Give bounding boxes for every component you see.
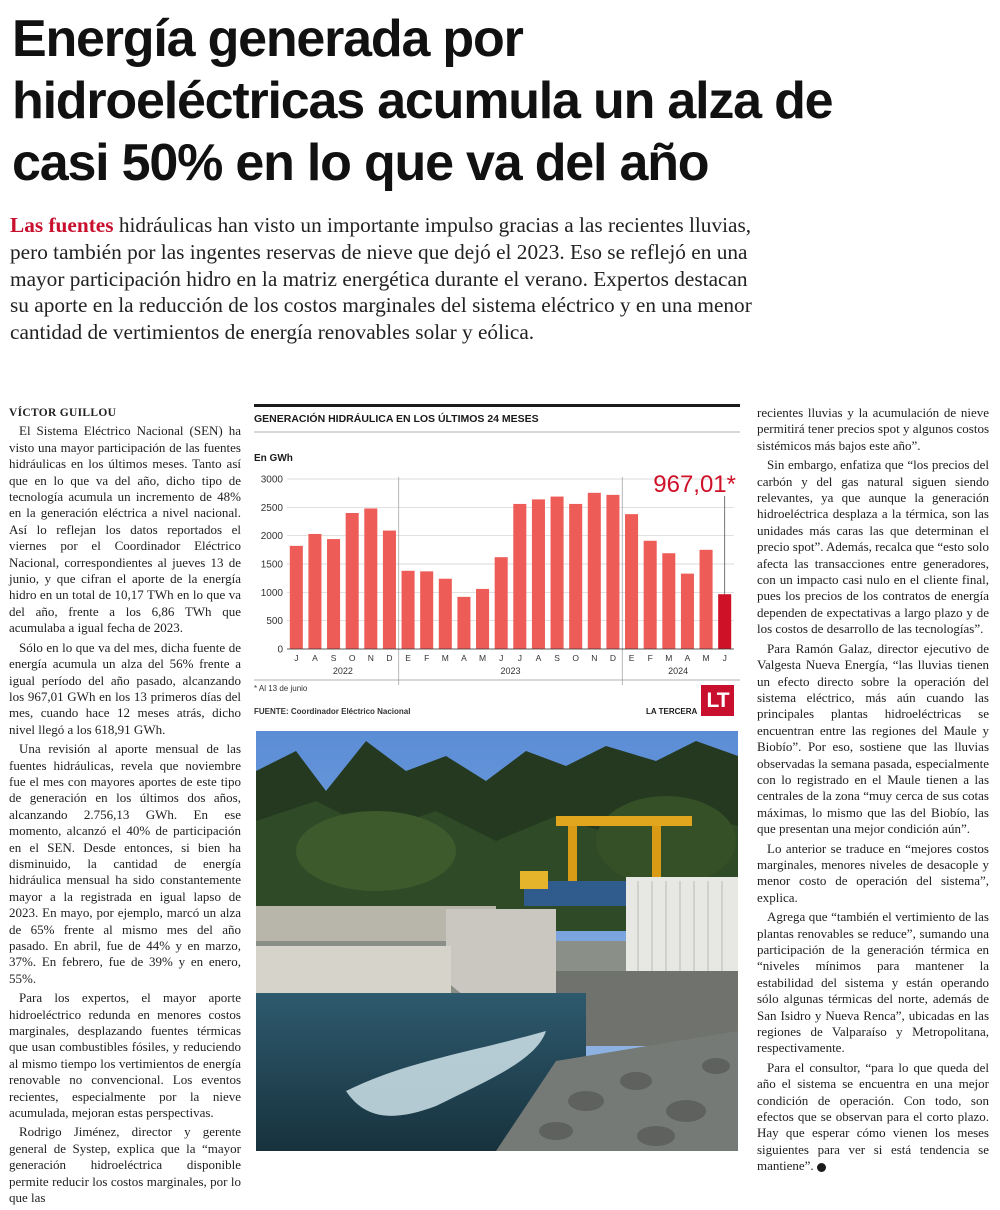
y-tick-label: 0 <box>277 644 283 656</box>
y-tick-label: 2000 <box>260 531 283 543</box>
bar <box>588 493 601 649</box>
x-tick-label: D <box>386 653 393 663</box>
bar <box>439 579 452 649</box>
bar <box>327 539 340 649</box>
bar <box>364 508 377 649</box>
y-tick-label: 500 <box>266 616 283 628</box>
tree-cluster <box>596 796 736 886</box>
x-tick-label: A <box>684 653 691 663</box>
bar <box>625 514 638 649</box>
bar <box>420 571 433 649</box>
paragraph: El Sistema Eléctrico Nacional (SEN) ha visto una mayor participación de las fuentes hidráulicas en los últimos meses. Tanto así que en lo que va del año, dicho tipo de tecnología acumula un incremento de 48% en la generación eléctrica a nivel nacional. Así lo reflejan los datos reportados el viernes por el Coordinador Eléctrico Nacional, correspondientes al jueves 13 de junio, y que cifran el aporte de la energía hidro en un total de 10,17 TWh en lo que va del año, frente a los 6,86 TWh que acumulaba a igual fecha de 2023. <box>9 423 241 636</box>
chart-canvas <box>254 404 740 720</box>
lead-line: cantidad de vertimientos de energía renovables solar y eólica. <box>10 320 535 345</box>
y-axis-label: En GWh <box>254 453 293 464</box>
lead-paragraph <box>10 212 1000 346</box>
safety-railing <box>520 871 548 889</box>
x-tick-label: O <box>572 653 579 663</box>
bar <box>700 550 713 649</box>
x-tick-label: A <box>461 653 467 663</box>
byline: VÍCTOR GUILLOU <box>9 407 117 419</box>
paragraph: Lo anterior se traduce en “mejores costos marginales, menores niveles de desacople y menor costo de operación del sistema”, explica. <box>757 840 989 905</box>
x-tick-label: A <box>535 653 542 663</box>
x-tick-label: E <box>405 653 411 663</box>
bar <box>662 553 675 649</box>
x-tick-label: N <box>367 653 374 663</box>
bar <box>569 504 582 649</box>
bar <box>476 589 489 649</box>
article-column-left <box>9 405 241 1210</box>
x-tick-label: J <box>499 653 504 663</box>
y-tick-label: 2500 <box>260 502 283 514</box>
paragraph: Sin embargo, enfatiza que “los precios del carbón y del gas natural siguen siendo relevantes, ya que aunque la generación hidroeléctrica desplaza a la térmica, son las unidades más caras las que determinan el precio spot”. Además, recalca que “esto solo afecta las transacciones entre generadores, con un impacto casi nulo en el cliente final, pues los precios de los contratos de energía dependen de expectativas a largo plazo y de los costos de desarrollo de las tecnologías”. <box>757 457 989 637</box>
chart-source: FUENTE: Coordinador Eléctrico Nacional <box>254 707 411 716</box>
lead-line: su aporte en la reducción de los costos marginales del sistema eléctrico y en una menor <box>10 293 752 318</box>
final-paragraph <box>757 1060 989 1175</box>
gantry-crane-leg <box>568 826 577 886</box>
headline-line: Energía generada por <box>12 10 523 68</box>
x-tick-label: N <box>591 653 598 663</box>
bar <box>308 534 321 649</box>
chart-footnote: * Al 13 de junio <box>254 684 308 693</box>
x-tick-label: M <box>702 653 710 663</box>
x-tick-label: D <box>609 653 617 663</box>
bar <box>551 497 564 649</box>
headline <box>12 8 972 194</box>
x-tick-label: F <box>424 653 430 663</box>
x-tick-label: S <box>554 653 560 663</box>
x-tick-label: J <box>294 653 299 663</box>
bar <box>644 541 657 649</box>
hydro-generation-chart <box>254 404 740 720</box>
lt-logo: LT <box>701 685 734 716</box>
bar <box>681 574 694 649</box>
x-tick-label: O <box>348 653 356 663</box>
x-tick-label: M <box>665 653 673 663</box>
year-label: 2022 <box>332 666 353 676</box>
lead-line-text: hidráulicas han visto un importante impulso gracias a las recientes lluvias, <box>113 213 752 237</box>
headline-line: hidroeléctricas acumula un alza de <box>12 72 833 130</box>
article-end-icon <box>817 1163 826 1172</box>
x-tick-label: F <box>647 653 653 663</box>
year-label: 2023 <box>500 666 521 676</box>
hydro-plant-illustration <box>256 731 738 1151</box>
bar <box>606 495 619 649</box>
hydro-plant-photo <box>256 731 738 1151</box>
paragraph: Para los expertos, el mayor aporte hidroeléctrico redunda en menores costos marginales, desplazando fuentes térmicas que usan combustibles fósiles, y reduciendo al mismo tiempo los vertimientos de energía renovable no convencional. Los eventos recientes, especialmente por la nieve acumulada, mejoran estas perspectivas. <box>9 990 241 1121</box>
x-tick-label: M <box>479 653 487 663</box>
x-tick-label: S <box>330 653 337 663</box>
lead-kicker: Las fuentes <box>10 213 114 237</box>
bar <box>718 594 731 649</box>
chart-top-rule <box>254 404 740 407</box>
chart-title: GENERACIÓN HIDRÁULICA EN LOS ÚLTIMOS 24 MESES <box>254 413 539 425</box>
tree-cluster <box>296 811 456 891</box>
chart-publisher: LA TERCERA <box>646 707 698 716</box>
lead-line <box>10 212 1000 239</box>
y-tick-label: 3000 <box>260 474 283 486</box>
paragraph: Rodrigo Jiménez, director y gerente general de Systep, explica que la “mayor generación hidroeléctrica disponible permite reducir los costos marginales, por lo que las <box>9 1124 241 1206</box>
x-tick-label: E <box>628 653 635 663</box>
lead-line: pero también por las ingentes reservas de nieve que dejó el 2023. Eso se reflejó en una <box>10 239 748 264</box>
powerhouse-building <box>626 877 738 972</box>
paragraph: Una revisión al aporte mensual de las fuentes hidráulicas, revela que noviembre fue el mes con mayores aportes de este tipo de generación en los últimos dos años, alcanzando 2.756,13 GWh. En ese momento, alcanzó el 40% de participación en el SEN. Desde entonces, si bien ha disminuido, la cantidad de energía hidráulica mensual ha sido constantemente mayor a la registrada en igual lapso de 2023. En mayo, por ejemplo, marcó un alza de 65% frente al mismo mes del año pasado. En abril, fue de 44% y en marzo, 37%. En febrero, fue de 39% y en enero, 55%. <box>9 741 241 986</box>
x-tick-label: J <box>722 653 727 663</box>
bar <box>383 531 396 649</box>
highlight-value-label: 967,01* <box>653 471 736 498</box>
y-tick-label: 1500 <box>260 559 283 571</box>
x-tick-label: A <box>312 653 318 663</box>
lead-line: mayor participación hidro en la matriz energética durante el verano. Expertos destacan <box>10 266 748 291</box>
paragraph-text: Para el consultor, “para lo que queda del año el sistema se encuentra en una mejor condición de operación. Con todo, son efectos que se observan para el corto plazo. Hay que esperar cómo vienen los meses siguientes para ver si está tendencia se mantiene”. <box>757 1059 989 1174</box>
paragraph: Agrega que “también el vertimiento de las plantas renovables se reduce”, sumando una participación de la generación térmica en “niveles mínimos para mantener la estabilidad del sistema y están operando sólo algunas térmicas del norte, además de San Isidro y Nueva Renca”, ubicadas en las regiones de Valparaíso y Metropolitana, respectivamente. <box>757 909 989 1056</box>
bar <box>532 499 545 649</box>
bar <box>513 504 526 649</box>
bar <box>495 557 508 649</box>
headline-line: casi 50% en lo que va del año <box>12 134 709 192</box>
paragraph: recientes lluvias y la acumulación de nieve permitirá tener precios spot y algunos costos sistémicos más bajos este año”. <box>757 405 989 453</box>
concrete-spillway <box>256 946 451 996</box>
gantry-crane-beam <box>556 816 692 826</box>
bar <box>290 546 303 649</box>
bar <box>457 597 470 649</box>
paragraph: Sólo en lo que va del mes, dicha fuente de energía acumula un alza del 56% frente a igual período del año pasado, alcanzando los 967,01 GWh en los 13 primeros días del mes, cuando hace 12 meses atrás, dicho nivel llegó a los 618,91 GWh. <box>9 639 241 737</box>
article-column-right <box>757 405 989 1178</box>
bar <box>402 571 415 649</box>
bar <box>346 513 359 649</box>
x-tick-label: J <box>517 653 522 663</box>
year-label: 2024 <box>668 666 689 676</box>
y-tick-label: 1000 <box>260 587 283 599</box>
paragraph: Para Ramón Galaz, director ejecutivo de Valgesta Nueva Energía, “las lluvias tienen un efecto directo sobre la operación del sistema eléctrico, más aún cuando las principales plantas hidroeléctricas se encuentran entre las regiones del Maule y Biobío”. Por eso, sostiene que las lluvias observadas la semana pasada, especialmente con lo registrado en el Maule tienen a las centrales de la zona “muy cerca de sus cotas máximas, lo mismo que las del Biobío, las que presentan una mejor condición aún”. <box>757 640 989 837</box>
x-tick-label: M <box>441 653 449 663</box>
